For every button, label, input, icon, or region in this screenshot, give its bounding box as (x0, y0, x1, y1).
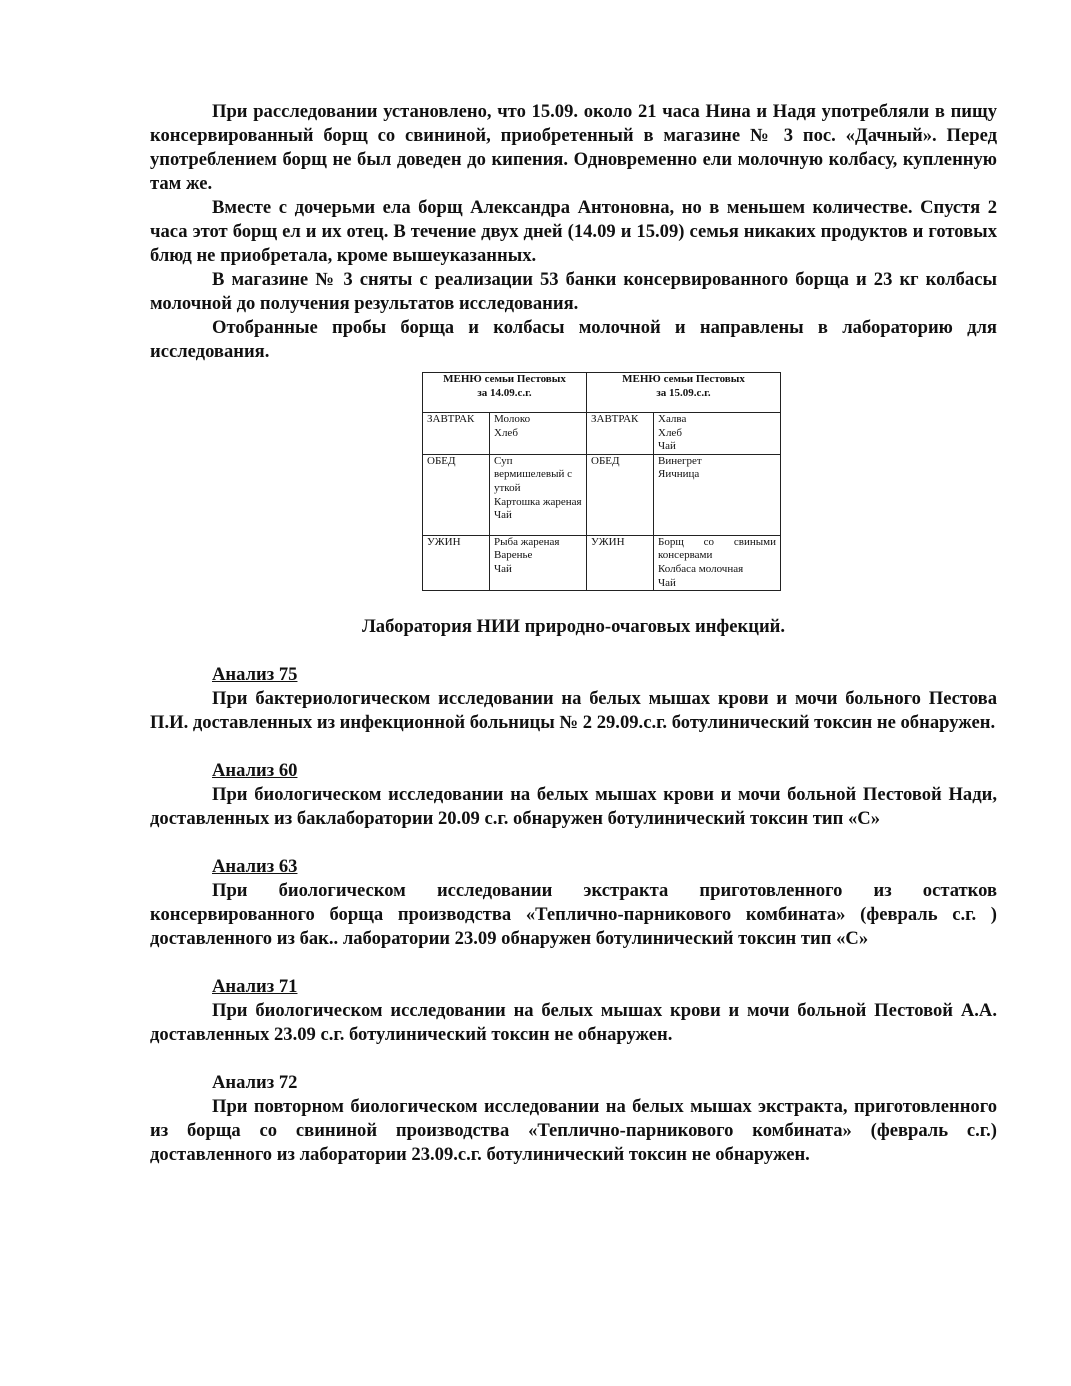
menu-item: Хлеб (658, 426, 682, 439)
menu-row-breakfast (423, 413, 781, 455)
analysis-block (150, 1071, 997, 1167)
menu-row-dinner (423, 535, 781, 590)
menu-item: Чай (494, 509, 512, 522)
analysis-block (150, 855, 997, 951)
paragraph-samples: Отобранные пробы борща и колбасы молочной и направлены в лабораторию для исследования. (150, 317, 997, 362)
menu-item: Яичница (658, 468, 700, 481)
menu-item: Колбаса молочная (658, 562, 744, 575)
menu-item: Винегрет (658, 454, 702, 467)
analysis-text: При биологическом исследовании на белых мышах крови и мочи больной Пестовой Нади, доставленных из баклаборатории 20.09 с.г. обнаружен ботулинический токсин тип «С» (150, 784, 997, 830)
analysis-text: При биологическом исследовании на белых мышах крови и мочи больной Пестовой А.А. доставленных 23.09 с.г. ботулинический токсин не обнаружен. (150, 1000, 997, 1046)
lab-title: Лаборатория НИИ природно-очаговых инфекций. (361, 616, 786, 638)
analysis-block (150, 759, 997, 831)
analysis-title: Анализ 75 (212, 664, 298, 686)
paragraph-family: Вместе с дочерьми ела борщ Александра Антоновна, но в меньшем количестве. Спустя 2 часа этот борщ ел и их отец. В течение двух дней (14.09 и 15.09) семья никаких продуктов и готовых блюд не приобретала, кроме вышеуказанных. (150, 197, 997, 266)
meal-cell: ЗАВТРАК (423, 413, 490, 455)
menu-item: Чай (658, 576, 676, 589)
menu-item: Борщ со свиными консервами (658, 535, 776, 562)
menu-item: Суп вермишелевый с уткой (494, 454, 573, 494)
menu-item: Чай (494, 562, 512, 575)
menu-table (422, 372, 781, 591)
items-cell (490, 454, 587, 535)
paragraph-store: В магазине № 3 сняты с реализации 53 банки консервированного борща и 23 кг колбасы молочной до получения результатов исследования. (150, 269, 997, 314)
analysis-block (150, 975, 997, 1047)
analysis-text: При повторном биологическом исследовании на белых мышах экстракта, приготовленного из борща со свининой производства «Теплично-парникового комбината» (февраль с.г.) доставленного из лаборатории 23.09.с.г. ботулинический токсин не обнаружен. (150, 1096, 997, 1166)
meal-cell: ЗАВТРАК (587, 413, 654, 455)
analysis-text: При бактериологическом исследовании на белых мышах крови и мочи больного Пестова П.И. доставленных из инфекционной больницы № 2 29.09.с.г. ботулинический токсин не обнаружен. (150, 688, 997, 734)
menu-header-left-line2: за 14.09.с.г. (477, 386, 532, 399)
menu-item: Чай (658, 440, 676, 453)
menu-item: Рыба жареная (494, 535, 560, 548)
menu-row-lunch (423, 454, 781, 535)
items-cell (490, 413, 587, 455)
meal-cell: ОБЕД (587, 454, 654, 535)
paragraph-investigation: При расследовании установлено, что 15.09. около 21 часа Нина и Надя употребляли в пищу консервированный борщ со свининой, приобретенный в магазине № 3 пос. «Дачный». Перед употреблением борщ не был доведен до кипения. Одновременно ели молочную колбасу, купленную там же. (150, 101, 997, 194)
meal-cell: УЖИН (423, 535, 490, 590)
menu-item: Молоко (494, 413, 531, 425)
menu-header-row (423, 373, 781, 413)
menu-header-left-line1: МЕНЮ семьи Пестовых (443, 373, 566, 385)
items-cell (654, 535, 781, 590)
menu-header-right (587, 373, 781, 413)
items-cell (654, 413, 781, 455)
document-page (150, 100, 997, 1167)
analysis-title: Анализ 60 (212, 760, 298, 782)
meal-cell: ОБЕД (423, 454, 490, 535)
analysis-title: Анализ 72 (212, 1072, 298, 1094)
analysis-text: При биологическом исследовании экстракта приготовленного из остатков консервированного борща производства «Теплично-парникового комбината» (февраль с.г. ) доставленного из бак.. лаборатории 23.09 обнаружен ботулинический токсин тип «С» (150, 880, 997, 950)
analysis-block (150, 663, 997, 735)
menu-header-right-line1: МЕНЮ семьи Пестовых (622, 373, 745, 385)
meal-cell: УЖИН (587, 535, 654, 590)
analysis-title: Анализ 63 (212, 856, 298, 878)
menu-item: Халва (658, 413, 687, 425)
menu-item: Варенье (494, 549, 533, 562)
menu-item: Картошка жареная (494, 495, 582, 508)
items-cell (490, 535, 587, 590)
menu-header-right-line2: за 15.09.с.г. (656, 386, 711, 399)
menu-item: Хлеб (494, 426, 518, 439)
items-cell (654, 454, 781, 535)
analysis-title: Анализ 71 (212, 976, 298, 998)
menu-header-left (423, 373, 587, 413)
